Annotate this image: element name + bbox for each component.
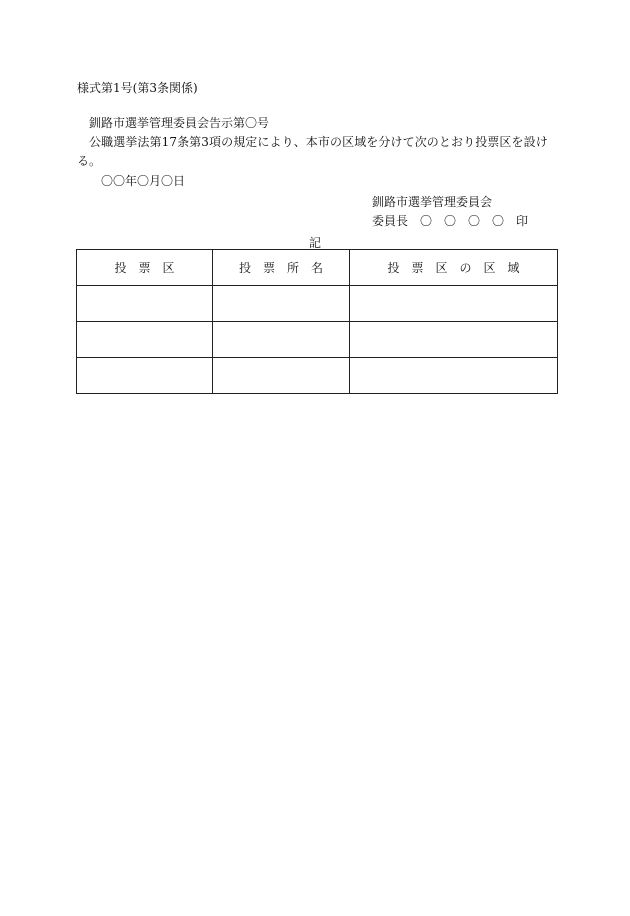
table-cell xyxy=(77,322,213,358)
table-cell xyxy=(350,286,558,322)
table-cell xyxy=(77,358,213,394)
header-polling-place-name: 投 票 所 名 xyxy=(213,250,350,286)
table-row xyxy=(77,322,558,358)
header-district-area: 投 票 区 の 区 域 xyxy=(350,250,558,286)
table-cell xyxy=(213,358,350,394)
table-row xyxy=(77,358,558,394)
table-cell xyxy=(350,358,558,394)
signature-chair: 委員長 〇 〇 〇 〇 印 xyxy=(372,214,529,228)
table-row xyxy=(77,286,558,322)
signature-organization: 釧路市選挙管理委員会 xyxy=(372,195,493,209)
table-cell xyxy=(213,286,350,322)
ki-label: 記 xyxy=(309,236,322,250)
table-cell xyxy=(213,322,350,358)
table-header-row xyxy=(77,250,558,286)
table-cell xyxy=(77,286,213,322)
polling-district-table xyxy=(76,249,558,394)
date: 〇〇年〇月〇日 xyxy=(101,174,186,188)
table-cell xyxy=(350,322,558,358)
body-text-line-2: る。 xyxy=(77,154,102,168)
form-label: 様式第1号(第3条関係) xyxy=(77,81,198,95)
body-text-line-1: 公職選挙法第17条第3項の規定により、本市の区域を分けて次のとおり投票区を設け xyxy=(89,135,548,149)
notice-number: 釧路市選挙管理委員会告示第〇号 xyxy=(89,116,270,130)
header-polling-district: 投 票 区 xyxy=(77,250,213,286)
